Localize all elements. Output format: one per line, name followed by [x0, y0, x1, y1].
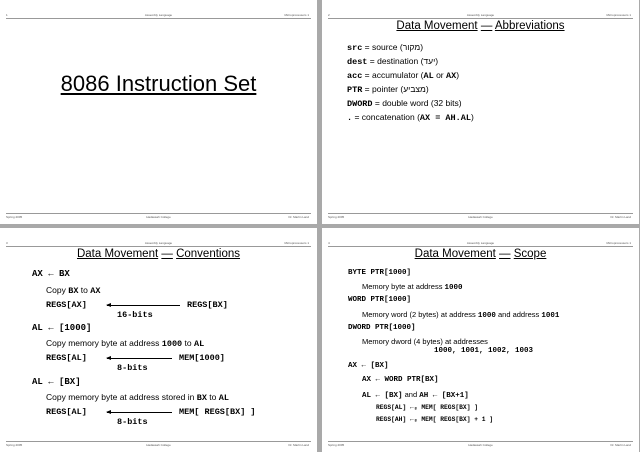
header-course: Assembly Language — [144, 13, 173, 17]
scope-desc: Memory dword (4 bytes) at addresses — [362, 337, 488, 346]
transfer-src: MEM[1000] — [179, 353, 225, 363]
slide-number: 1 — [6, 13, 8, 17]
footer-date: Spring 2005 — [6, 215, 23, 219]
scope-addresses: 1000, 1001, 1002, 1003 — [434, 347, 534, 355]
desc-text: and — [402, 390, 420, 399]
footer-author: Dr. Martin Land — [610, 443, 631, 447]
transfer-src: REGS[BX] — [187, 300, 228, 310]
slide-header — [0, 241, 317, 245]
transfer-dest: REGS[AL] — [46, 353, 87, 363]
abbr-code: src — [347, 43, 363, 53]
abbr-text: = accumulator ( — [362, 70, 424, 80]
footer-rule — [328, 213, 633, 214]
abbr-acc — [347, 70, 459, 81]
header-subject: Microprocessors 1 — [284, 241, 309, 245]
slide-4 — [322, 228, 639, 452]
slide-footer — [0, 443, 317, 447]
convention-heading: AL ← [1000] — [32, 323, 92, 333]
desc-text: Copy memory byte at address stored in — [46, 392, 197, 402]
title-main: Data Movement — [396, 20, 478, 32]
abbr-text: = concatenation ( — [352, 112, 420, 122]
slide-title — [322, 20, 639, 32]
abbr-text: ) — [456, 70, 460, 80]
footer-rule — [6, 441, 311, 442]
abbr-ptr — [347, 84, 429, 95]
footer-rule — [6, 213, 311, 214]
scope-split — [362, 390, 469, 400]
footer-institution: Hadassah College — [146, 443, 171, 447]
convention-heading: AL ← [BX] — [32, 377, 81, 387]
desc-code: AL — [218, 393, 229, 403]
scope-byte: BYTE PTR[1000] — [348, 269, 412, 277]
bit-width: 8-bits — [117, 417, 148, 427]
header-course: Assembly Language — [466, 241, 495, 245]
abbr-code: DWORD — [347, 99, 373, 109]
desc-text: to — [182, 338, 194, 348]
footer-author: Dr. Martin Land — [610, 215, 631, 219]
title-main: Data Movement — [76, 248, 159, 260]
abbr-code: AX — [445, 71, 457, 81]
header-course: Assembly Language — [144, 241, 173, 245]
scope-rtl-high: REGS[AH] ←₈ MEM[ REGS[BX] + 1 ] — [376, 416, 494, 423]
left-arrow-icon — [107, 305, 180, 306]
left-arrow-icon — [107, 358, 172, 359]
desc-code: 1000 — [444, 284, 463, 292]
slide-footer — [322, 215, 639, 219]
header-rule — [6, 246, 311, 247]
convention-desc — [46, 285, 100, 296]
abbr-text: = pointer (מצביע) — [362, 84, 429, 94]
slide-title: 8086 Instruction Set — [60, 71, 257, 96]
scope-rtl-low: REGS[AL] ←₈ MEM[ REGS[BX] ] — [376, 404, 479, 411]
title-main: Data Movement — [414, 248, 496, 260]
convention-heading: AX ← BX — [32, 269, 70, 279]
footer-institution: Hadassah College — [468, 443, 493, 447]
footer-date: Spring 2005 — [6, 443, 23, 447]
abbr-src — [347, 42, 423, 53]
slide-2 — [322, 0, 639, 224]
header-rule — [328, 246, 633, 247]
abbr-code: acc — [347, 71, 363, 81]
abbr-dest — [347, 56, 438, 67]
desc-code: AH ← [BX+1] — [419, 392, 469, 400]
header-subject: Microprocessors 1 — [606, 13, 631, 17]
abbr-text: = destination (יעד) — [367, 56, 439, 66]
footer-author: Dr. Martin Land — [288, 443, 309, 447]
footer-institution: Hadassah College — [146, 215, 171, 219]
desc-text: Memory byte at address — [362, 282, 445, 291]
scope-equivalent: AX ← WORD PTR[BX] — [362, 376, 439, 384]
footer-institution: Hadassah College — [468, 215, 493, 219]
transfer-dest: REGS[AL] — [46, 407, 87, 417]
slide-footer — [322, 443, 639, 447]
slide-header — [322, 241, 639, 245]
desc-code: AX — [90, 286, 101, 296]
abbr-code: AL — [423, 71, 434, 81]
scope-example: AX ← [BX] — [348, 362, 389, 370]
slide-header — [0, 13, 317, 17]
footer-date: Spring 2005 — [328, 215, 345, 219]
abbr-text: = source (מקור) — [362, 42, 424, 52]
slide-footer — [0, 215, 317, 219]
slide-title — [0, 248, 317, 260]
header-subject: Microprocessors 1 — [284, 13, 309, 17]
scope-dword: DWORD PTR[1000] — [348, 324, 416, 332]
title-suffix: Abbreviations — [494, 20, 565, 32]
desc-code: BX — [196, 393, 207, 403]
abbr-code: . — [347, 113, 353, 123]
desc-code: 1000 — [161, 339, 183, 349]
left-arrow-icon — [107, 412, 172, 413]
abbr-dword — [347, 98, 462, 109]
title-dash: — — [161, 248, 173, 260]
desc-code: 1000 — [477, 312, 496, 320]
scope-desc — [362, 282, 463, 292]
abbr-concat — [347, 112, 474, 123]
header-rule — [6, 18, 311, 19]
bit-width: 8-bits — [117, 363, 148, 373]
footer-rule — [328, 441, 633, 442]
abbr-text: = double word (32 bits) — [372, 98, 462, 108]
slide-1 — [0, 0, 317, 224]
header-rule — [328, 18, 633, 19]
desc-text: Copy memory byte at address — [46, 338, 162, 348]
desc-code: BX — [68, 286, 79, 296]
desc-text: Copy — [46, 285, 69, 295]
slide-number: 3 — [6, 241, 8, 245]
desc-code: 1001 — [541, 312, 560, 320]
abbr-code: PTR — [347, 85, 363, 95]
slide-title — [322, 248, 639, 260]
scope-desc — [362, 310, 559, 320]
slide-number: 4 — [328, 241, 330, 245]
footer-author: Dr. Martin Land — [288, 215, 309, 219]
abbr-text: or — [433, 70, 446, 80]
transfer-dest: REGS[AX] — [46, 300, 87, 310]
desc-text: to — [78, 285, 91, 295]
slide-3 — [0, 228, 317, 452]
header-course: Assembly Language — [466, 13, 495, 17]
convention-desc — [46, 338, 204, 349]
title-dash: — — [499, 248, 511, 260]
abbr-text: ) — [470, 112, 474, 122]
header-subject: Microprocessors 1 — [606, 241, 631, 245]
transfer-src: MEM[ REGS[BX] ] — [179, 407, 256, 417]
title-dash: — — [480, 20, 493, 32]
abbr-code: dest — [347, 57, 368, 67]
desc-text: Memory word (2 bytes) at address — [362, 310, 478, 319]
convention-desc — [46, 392, 229, 403]
title-suffix: Scope — [513, 248, 547, 260]
slide-header — [322, 13, 639, 17]
title-suffix: Conventions — [176, 248, 241, 260]
slide-number: 2 — [328, 13, 330, 17]
desc-code: AL — [193, 339, 205, 349]
footer-date: Spring 2005 — [328, 443, 345, 447]
desc-text: to — [206, 392, 219, 402]
desc-text: and address — [495, 310, 542, 319]
abbr-code: AX = AH.AL — [419, 113, 471, 123]
bit-width: 16-bits — [117, 310, 153, 320]
desc-code: AL ← [BX] — [362, 392, 403, 400]
scope-word: WORD PTR[1000] — [348, 296, 412, 304]
